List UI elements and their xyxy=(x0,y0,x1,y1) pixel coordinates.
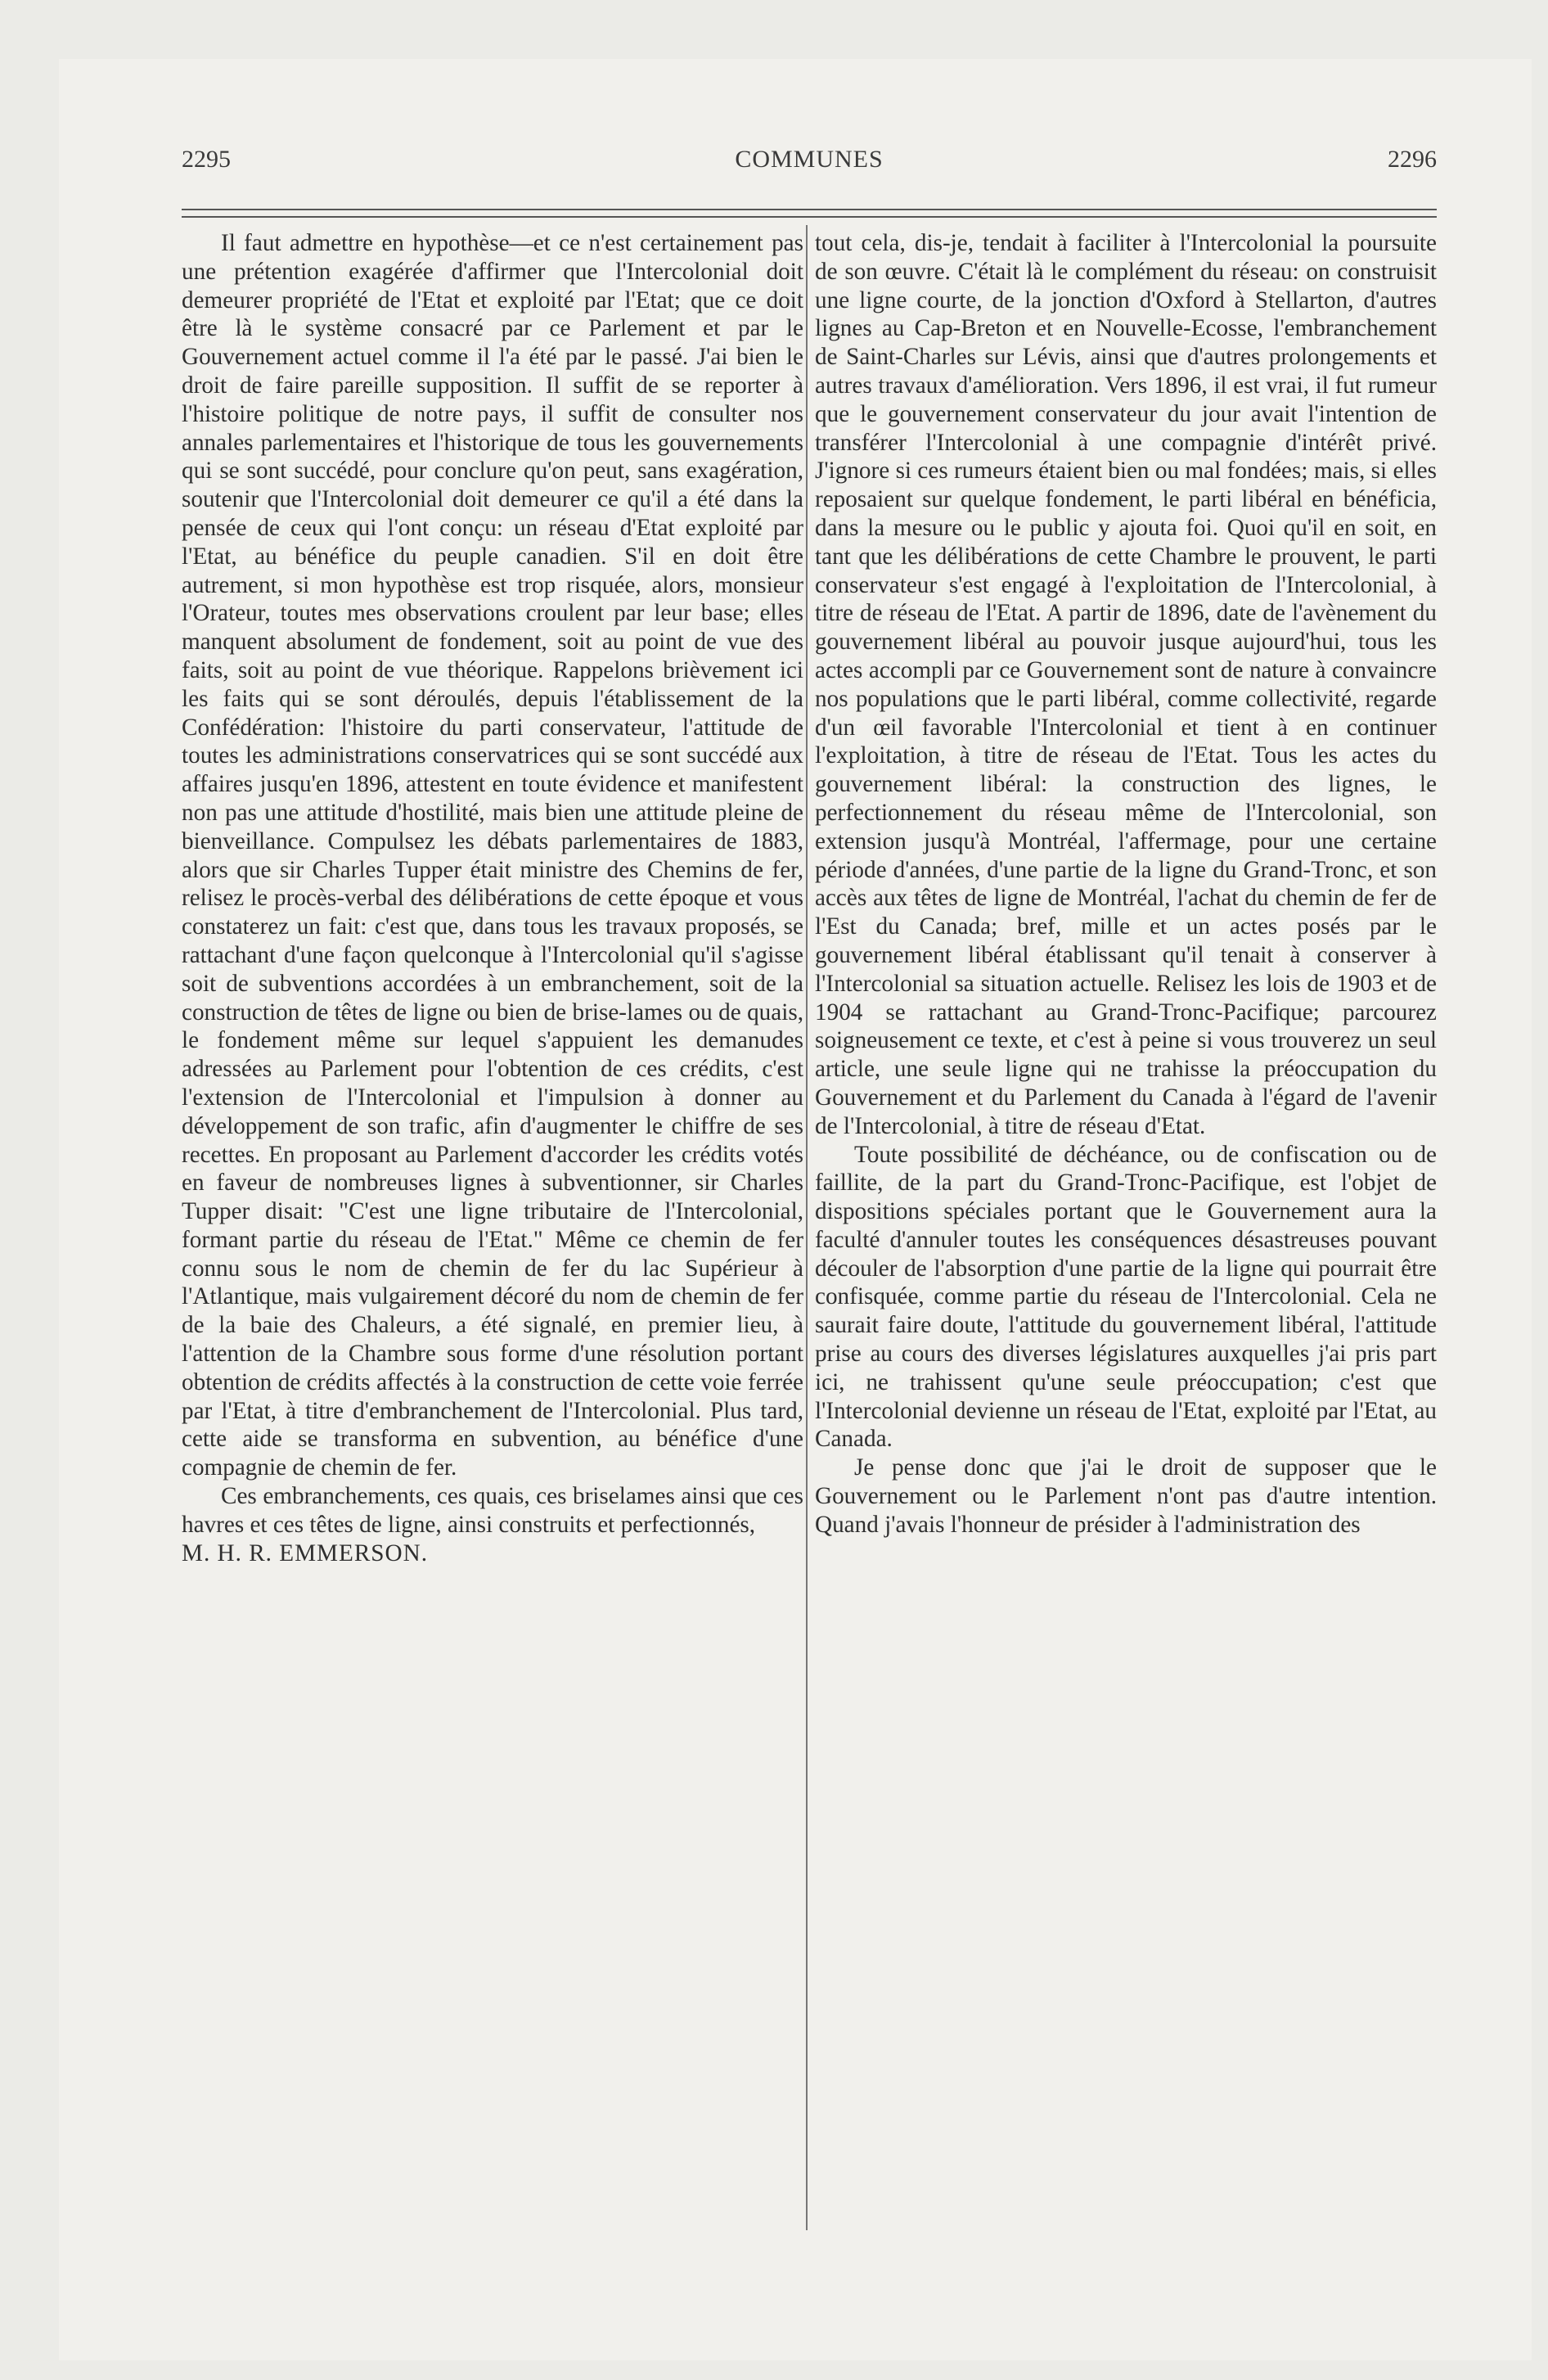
speaker-name: M. H. R. EMMERSON. xyxy=(182,1539,428,1566)
right-column xyxy=(815,229,1437,1539)
paragraph: Il faut admettre en hypothèse—et ce n'est certainement pas une prétention exagérée d'affirmer que l'Intercolonial doit demeurer propriété de l'Etat et exploité par l'Etat; que ce doit être là le système consacré par ce Parlement et par le Gouvernement actuel comme il l'a été par le passé. J'ai bien le droit de faire pareille supposition. Il suffit de se reporter à l'histoire politique de notre pays, il suffit de consulter nos annales parlementaires et l'historique de tous les gouvernements qui se sont succédé, pour conclure qu'on peut, sans exagération, soutenir que l'Intercolonial doit demeurer ce qu'il a été dans la pensée de ceux qui l'ont conçu: un réseau d'Etat exploité par l'Etat, au bénéfice du peuple canadien. S'il en doit être autrement, si mon hypothèse est trop risquée, alors, monsieur l'Orateur, toutes mes observations croulent par leur base; elles manquent absolument de fondement, soit au point de vue des faits, soit au point de vue théorique. Rappelons brièvement ici les faits qui se sont déroulés, depuis l'établissement de la Confédération: l'histoire du parti conservateur, l'attitude de toutes les administrations conservatrices qui se sont succédé aux affaires jusqu'en 1896, attestent en toute évidence et manifestent non pas une attitude d'hostilité, mais bien une attitude pleine de bienveillance. Compulsez les débats parlementaires de 1883, alors que sir Charles Tupper était ministre des Chemins de fer, relisez le procès-verbal des délibérations de cette époque et vous constaterez un fait: c'est que, dans tous les travaux proposés, se rattachant d'une façon quelconque à l'Intercolonial qu'il s'agisse soit de subventions accordées à un embranchement, soit de la construction de têtes de ligne ou bien de brise-lames ou de quais, le fondement même sur lequel s'appuient les demanudes adressées au Parlement pour l'obtention de ces crédits, c'est l'extension de l'Intercolonial et l'impulsion à donner au développement de son trafic, afin d'augmenter le chiffre de ses recettes. En proposant au Parlement d'accorder les crédits votés en faveur de nombreuses lignes à subventionner, sir Charles Tupper disait: "C'est une ligne tributaire de l'Intercolonial, formant partie du réseau de l'Etat." Même ce chemin de fer connu sous le nom de chemin de fer du lac Supérieur à l'Atlantique, mais vulgairement décoré du nom de chemin de fer de la baie des Chaleurs, a été signalé, en premier lieu, à l'attention de la Chambre sous forme d'une résolution portant obtention de crédits affectés à la construction de cette voie ferrée par l'Etat, à titre d'embranchement de l'Intercolonial. Plus tard, cette aide se transforma en subvention, au bénéfice d'une compagnie de chemin de fer. xyxy=(182,230,803,1481)
header-rule-bottom xyxy=(182,216,1437,218)
column-divider xyxy=(806,225,808,2230)
page-number-left: 2295 xyxy=(182,146,231,173)
paragraph: Je pense donc que j'ai le droit de supposer que le Gouvernement ou le Parlement n'ont pas d'autre intention. Quand j'avais l'honneur de présider à l'administration des xyxy=(815,1454,1437,1538)
paragraph: Ces embranchements, ces quais, ces briselames ainsi que ces havres et ces têtes de ligne, ainsi construits et perfectionnés, xyxy=(182,1483,803,1538)
paragraph: tout cela, dis-je, tendait à faciliter à l'Intercolonial la poursuite de son œuvre. C'était là le complément du réseau: on construisit une ligne courte, de la jonction d'Oxford à Stellarton, d'autres lignes au Cap-Breton et en Nouvelle-Ecosse, l'embranchement de Saint-Charles sur Lévis, ainsi que d'autres prolongements et autres travaux d'amélioration. Vers 1896, il est vrai, il fut rumeur que le gouvernement conservateur du jour avait l'intention de transférer l'Intercolonial à une compagnie d'intérêt privé. J'ignore si ces rumeurs étaient bien ou mal fondées; mais, si elles reposaient sur quelque fondement, le parti libéral en bénéficia, dans la mesure ou le public y ajouta foi. Quoi qu'il en soit, en tant que les délibérations de cette Chambre le prouvent, le parti conservateur s'est engagé à l'exploitation de l'Intercolonial, à titre de réseau de l'Etat. A partir de 1896, date de l'avènement du gouvernement libéral au pouvoir jusque aujourd'hui, tous les actes accompli par ce Gouvernement sont de nature à convaincre nos populations que le parti libéral, comme collectivité, regarde d'un œil favorable l'Intercolonial et tient à en continuer l'exploitation, à titre de réseau de l'Etat. Tous les actes du gouvernement libéral: la construction des lignes, le perfectionnement du réseau même de l'Intercolonial, son extension jusqu'à Montréal, l'affermage, pour une certaine période d'années, d'une partie de la ligne du Grand-Tronc, et son accès aux têtes de ligne de Montréal, l'achat du chemin de fer de l'Est du Canada; bref, mille et un actes posés par le gouvernement libéral établissant qu'il tenait à conserver à l'Intercolonial sa situation actuelle. Relisez les lois de 1903 et de 1904 se rattachant au Grand-Tronc-Pacifique; parcourez soigneusement ce texte, et c'est à peine si vous trouverez un seul article, une seule ligne qui ne trahisse la préoccupation du Gouvernement et du Parlement du Canada à l'égard de l'avenir de l'Intercolonial, à titre de réseau d'Etat. xyxy=(815,230,1437,1139)
header-rule-top xyxy=(182,209,1437,210)
running-title: COMMUNES xyxy=(735,146,884,173)
page-header xyxy=(182,146,1437,178)
page-number-right: 2296 xyxy=(1388,146,1437,173)
paragraph: Toute possibilité de déchéance, ou de confiscation ou de faillite, de la part du Grand-Tronc-Pacifique, est l'objet de dispositions spéciales portant que le Gouvernement aura la faculté d'annuler toutes les conséquences désastreuses pouvant découler de l'absorption d'une partie de la ligne qui pourrait être confisquée, comme partie du réseau de l'Intercolonial. Cela ne saurait faire doute, l'attitude du gouvernement libéral, l'attitude prise au cours des diverses législatures auxquelles j'ai pris part ici, ne trahissent qu'une seule préoccupation; c'est que l'Intercolonial devienne un réseau de l'Etat, exploité par l'Etat, au Canada. xyxy=(815,1141,1437,1453)
left-column xyxy=(182,229,803,1567)
